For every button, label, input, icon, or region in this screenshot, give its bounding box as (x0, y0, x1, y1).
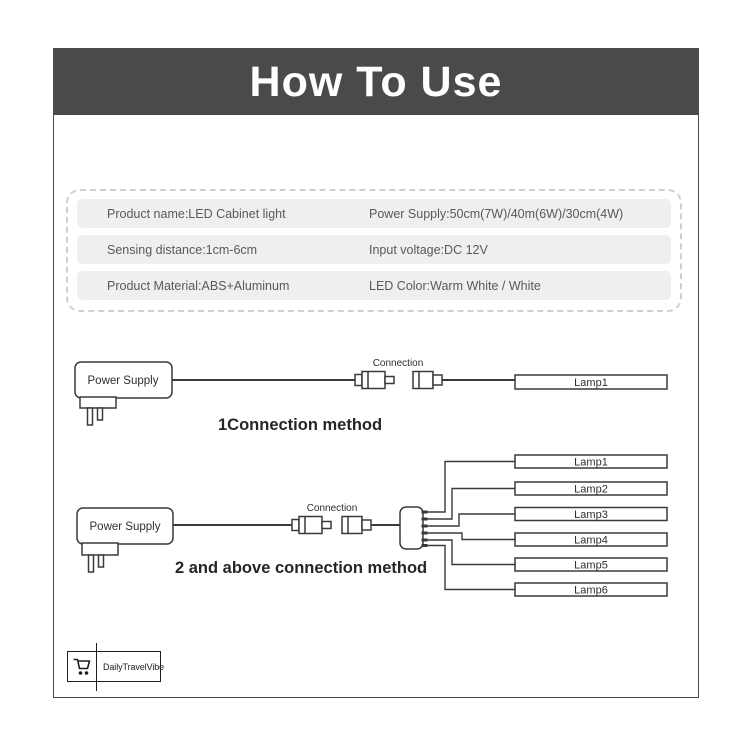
female-connector-icon (342, 517, 371, 534)
female-connector-icon (413, 372, 442, 389)
connection-label: Connection (306, 503, 358, 514)
lamp5-label: Lamp5 (574, 559, 608, 572)
brand-divider (96, 643, 98, 691)
brand-name: DailyTravelVibe (103, 661, 165, 672)
power-supply-label: Power Supply (89, 521, 161, 533)
lamp1-label: Lamp1 (574, 377, 608, 389)
lamp4-label: Lamp4 (574, 534, 608, 547)
lamp2-label: Lamp2 (574, 483, 608, 496)
brand-badge (67, 651, 165, 682)
lamp6-label: Lamp6 (574, 584, 608, 597)
spec-input-voltage: Input voltage:DC 12V (369, 242, 488, 257)
page-title: How To Use (249, 58, 503, 106)
lamp3-label: Lamp3 (574, 509, 608, 521)
spec-product-name: Product name:LED Cabinet light (107, 206, 286, 221)
cart-icon (71, 654, 94, 679)
spec-power-supply: Power Supply:50cm(7W)/40m(6W)/30cm(4W) (369, 206, 624, 221)
spec-product-material: Product Material:ABS+Aluminum (107, 278, 290, 293)
diagram1-caption: 1Connection method (218, 416, 383, 434)
splitter-box (400, 507, 423, 549)
spec-sensing-distance: Sensing distance:1cm-6cm (107, 242, 258, 257)
plug-icon (80, 397, 116, 425)
fanout-wires (427, 462, 515, 590)
spec-led-color: LED Color:Warm White / White (369, 278, 541, 293)
plug-icon (82, 543, 118, 572)
lamp1-label: Lamp1 (574, 456, 608, 469)
diagram2-caption: 2 and above connection method (175, 559, 428, 577)
power-supply-label: Power Supply (87, 375, 159, 387)
lamp-bars (515, 455, 667, 596)
male-connector-icon (355, 372, 394, 389)
connection-label: Connection (372, 358, 424, 369)
male-connector-icon (292, 517, 331, 534)
